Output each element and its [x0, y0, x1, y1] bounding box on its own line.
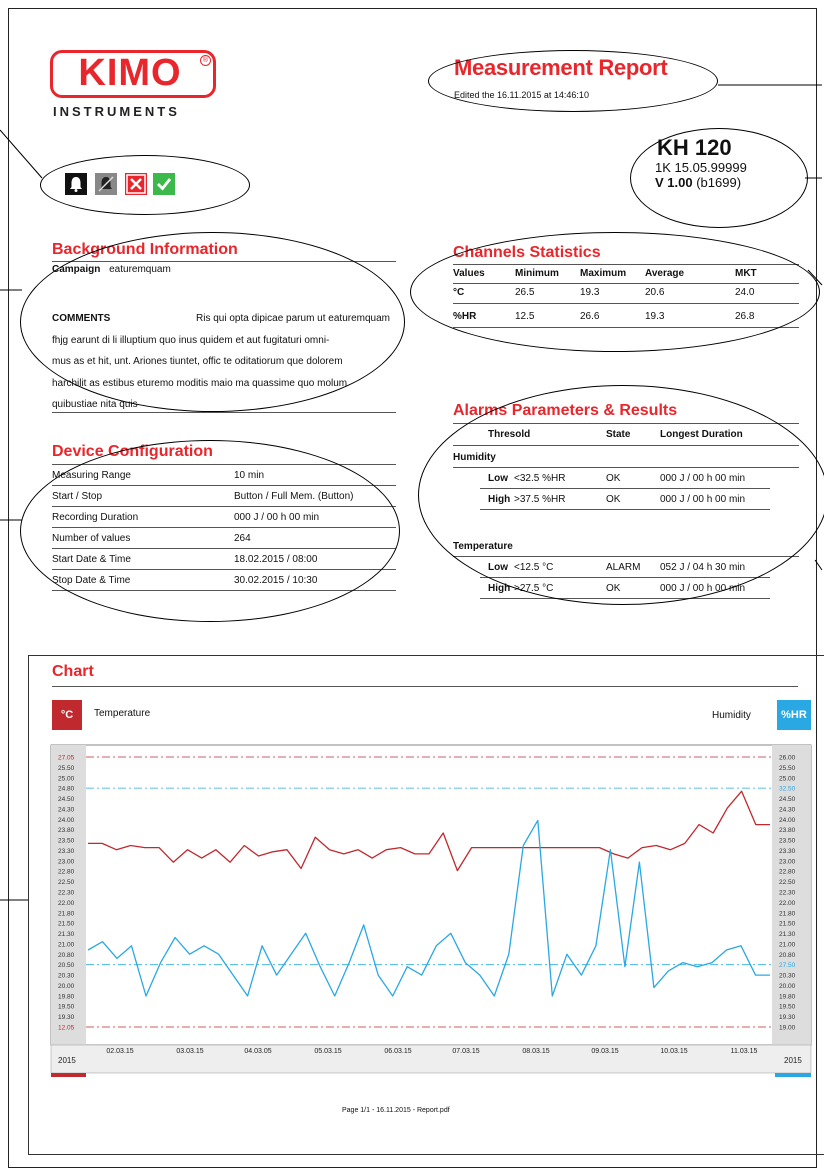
config-label: Start Date & Time	[52, 554, 131, 565]
alarm-duration: 000 J / 00 h 00 min	[660, 494, 746, 505]
right-tick-label: 19.00	[779, 1024, 796, 1032]
temperature-series-line	[88, 791, 770, 870]
left-tick-label: 20.80	[58, 951, 75, 959]
left-tick-label: 24.80	[58, 785, 75, 793]
alarm-state: OK	[606, 473, 621, 484]
left-tick-label: 19.50	[58, 1003, 75, 1011]
alarms-group-name: Humidity	[453, 452, 496, 463]
comments-label: COMMENTS	[52, 313, 111, 324]
right-tick-label: 23.80	[779, 827, 796, 835]
left-tick-label: 20.50	[58, 962, 75, 970]
left-tick-label: 24.00	[58, 816, 75, 824]
left-tick-label: 19.30	[58, 1014, 75, 1022]
x-tick-label: 02.03.15	[106, 1048, 134, 1055]
config-value: 10 min	[234, 470, 265, 481]
config-value: 30.02.2015 / 10:30	[234, 575, 318, 586]
left-tick-label: 23.00	[58, 858, 75, 866]
x-tick-label: 03.03.15	[176, 1048, 204, 1055]
left-tick-label: 23.80	[58, 827, 75, 835]
stats-header: Average	[645, 268, 685, 279]
config-value: 18.02.2015 / 08:00	[234, 554, 318, 565]
chart-title: Chart	[52, 663, 94, 680]
right-tick-label: 22.00	[779, 899, 796, 907]
right-tick-label: 26.00	[779, 754, 796, 762]
humidity-unit: %HR	[781, 709, 807, 721]
left-tick-label: 19.80	[58, 993, 75, 1001]
comments-line-3: mus as et hit, unt. Ariones tiuntet, offic te oditatiorum que dolorem	[52, 356, 343, 367]
stats-cell: 12.5	[515, 311, 535, 322]
right-tick-label: 23.00	[779, 858, 796, 866]
report-title: Measurement Report	[454, 55, 668, 80]
right-tick-label: 19.30	[779, 1014, 796, 1022]
alarm-state: OK	[606, 583, 621, 594]
left-tick-label: 23.50	[58, 837, 75, 845]
x-axis-strip	[51, 1045, 811, 1073]
kimo-logo: KIMO ® INSTRUMENTS	[50, 50, 220, 120]
right-tick-label: 21.00	[779, 941, 796, 949]
right-tick-label: 21.30	[779, 931, 796, 939]
left-tick-label: 21.50	[58, 920, 75, 928]
background-title: Background Information	[52, 241, 238, 258]
x-tick-label: 11.03.15	[730, 1048, 758, 1055]
right-tick-label: 27.50	[779, 962, 796, 970]
left-tick-label: 20.00	[58, 982, 75, 990]
stats-header: Minimum	[515, 268, 559, 279]
config-value: 264	[234, 533, 251, 544]
right-tick-label: 23.30	[779, 847, 796, 855]
left-year-marker	[51, 1073, 86, 1077]
humidity-series-line	[88, 820, 770, 996]
stats-cell: °C	[453, 287, 465, 298]
chart-plot-border	[51, 745, 811, 1045]
left-tick-label: 22.80	[58, 868, 75, 876]
left-tick-label: 22.30	[58, 889, 75, 897]
campaign-label: Campaign	[52, 264, 101, 275]
stats-header: Values	[453, 268, 485, 279]
temp-series-label: Temperature	[94, 708, 151, 719]
right-tick-label: 24.50	[779, 796, 796, 804]
alarm-state: OK	[606, 494, 621, 505]
stats-cell: 26.6	[580, 311, 600, 322]
stats-header: Maximum	[580, 268, 627, 279]
config-value: Button / Full Mem. (Button)	[234, 491, 354, 502]
right-tick-label: 21.50	[779, 920, 796, 928]
right-tick-label: 20.00	[779, 982, 796, 990]
right-tick-label: 23.50	[779, 837, 796, 845]
config-label: Stop Date & Time	[52, 575, 131, 586]
right-tick-label: 32.50	[779, 785, 796, 793]
report-edited-date: Edited the 16.11.2015 at 14:46:10	[454, 90, 589, 100]
right-tick-label: 21.80	[779, 910, 796, 918]
left-tick-label: 22.50	[58, 879, 75, 887]
right-tick-label: 24.30	[779, 806, 796, 814]
alarm-threshold: >37.5 %HR	[514, 494, 566, 505]
config-value: 000 J / 00 h 00 min	[234, 512, 320, 523]
alarms-title: Alarms Parameters & Results	[453, 402, 678, 419]
left-tick-label: 21.30	[58, 931, 75, 939]
alarm-level: High	[488, 583, 511, 594]
humidity-series-label: Humidity	[712, 710, 751, 721]
right-tick-label: 20.30	[779, 972, 796, 980]
alarms-header: Thresold	[488, 429, 531, 440]
right-tick-label: 25.00	[779, 775, 796, 783]
config-label: Start / Stop	[52, 491, 103, 502]
logo-brand: KIMO	[78, 52, 182, 94]
stats-cell: 19.3	[645, 311, 665, 322]
campaign-value: eaturemquam	[109, 264, 171, 275]
left-tick-label: 23.30	[58, 847, 75, 855]
right-year-marker	[775, 1073, 811, 1077]
device-serial: 1K 15.05.99999	[655, 160, 747, 175]
device-build: (b1699)	[696, 175, 742, 190]
left-tick-label: 25.50	[58, 764, 75, 772]
stats-cell: 26.5	[515, 287, 535, 298]
page-footer: Page 1/1 - 16.11.2015 - Report.pdf	[342, 1107, 450, 1114]
alarm-duration: 000 J / 00 h 00 min	[660, 473, 746, 484]
comments-line-2: fhjg earunt di li illuptium quo inus quidem et aut fugitaturi omni-	[52, 334, 330, 346]
alarm-threshold: <12.5 °C	[514, 562, 554, 573]
x-tick-label: 04.03.05	[244, 1048, 272, 1055]
left-tick-label: 12.05	[58, 1024, 75, 1032]
stats-cell: 19.3	[580, 287, 600, 298]
left-tick-label: 21.00	[58, 941, 75, 949]
right-tick-label: 22.30	[779, 889, 796, 897]
left-tick-label: 24.50	[58, 796, 75, 804]
logo-sub: INSTRUMENTS	[53, 104, 180, 119]
stats-cell: 20.6	[645, 287, 665, 298]
comments-line-4: harchilit as estibus eturemo moditis maio ma quassime quo molum	[52, 377, 348, 389]
stats-title: Channels Statistics	[453, 244, 601, 261]
x-tick-label: 10.03.15	[660, 1048, 688, 1055]
alarm-threshold: >27.5 °C	[514, 583, 554, 594]
alarm-level: High	[488, 494, 511, 505]
left-tick-label: 24.30	[58, 806, 75, 814]
alarm-level: Low	[488, 562, 508, 573]
device-version: V 1.00	[655, 175, 693, 190]
left-tick-label: 20.30	[58, 972, 75, 980]
right-tick-label: 24.00	[779, 816, 796, 824]
alarm-duration: 052 J / 04 h 30 min	[660, 562, 746, 573]
config-title: Device Configuration	[52, 443, 213, 460]
left-tick-label: 27.05	[58, 754, 75, 762]
alarm-state: ALARM	[606, 562, 641, 573]
year-left-label: 2015	[58, 1056, 76, 1065]
alarm-threshold: <32.5 %HR	[514, 473, 566, 484]
device-model: KH 120	[657, 135, 732, 160]
stats-cell: %HR	[453, 311, 477, 322]
right-tick-label: 19.80	[779, 993, 796, 1001]
x-tick-label: 08.03.15	[522, 1048, 550, 1055]
right-tick-label: 22.50	[779, 879, 796, 887]
stats-cell: 26.8	[735, 311, 755, 322]
left-tick-label: 25.00	[58, 775, 75, 783]
alarms-header: State	[606, 429, 631, 440]
config-label: Number of values	[52, 533, 131, 544]
x-tick-label: 09.03.15	[591, 1048, 619, 1055]
stats-cell: 24.0	[735, 287, 755, 298]
x-tick-label: 05.03.15	[314, 1048, 342, 1055]
alarms-group-name: Temperature	[453, 541, 513, 552]
alarms-header: Longest Duration	[660, 429, 743, 440]
alarm-level: Low	[488, 473, 508, 484]
right-tick-label: 22.80	[779, 868, 796, 876]
x-tick-label: 06.03.15	[384, 1048, 412, 1055]
right-tick-label: 19.50	[779, 1003, 796, 1011]
right-tick-label: 25.50	[779, 764, 796, 772]
temp-unit: °C	[60, 709, 74, 721]
left-tick-label: 22.00	[58, 899, 75, 907]
config-label: Recording Duration	[52, 512, 139, 523]
year-right-label: 2015	[784, 1056, 802, 1065]
comments-line-1: Ris qui opta dipicae parum ut eaturemquam	[196, 313, 390, 324]
config-label: Measuring Range	[52, 470, 131, 481]
right-tick-label: 20.80	[779, 951, 796, 959]
x-tick-label: 07.03.15	[452, 1048, 480, 1055]
left-tick-label: 21.80	[58, 910, 75, 918]
stats-header: MKT	[735, 268, 757, 279]
alarm-duration: 000 J / 00 h 00 min	[660, 583, 746, 594]
comments-line-5: quibustiae nita quis	[52, 399, 138, 410]
